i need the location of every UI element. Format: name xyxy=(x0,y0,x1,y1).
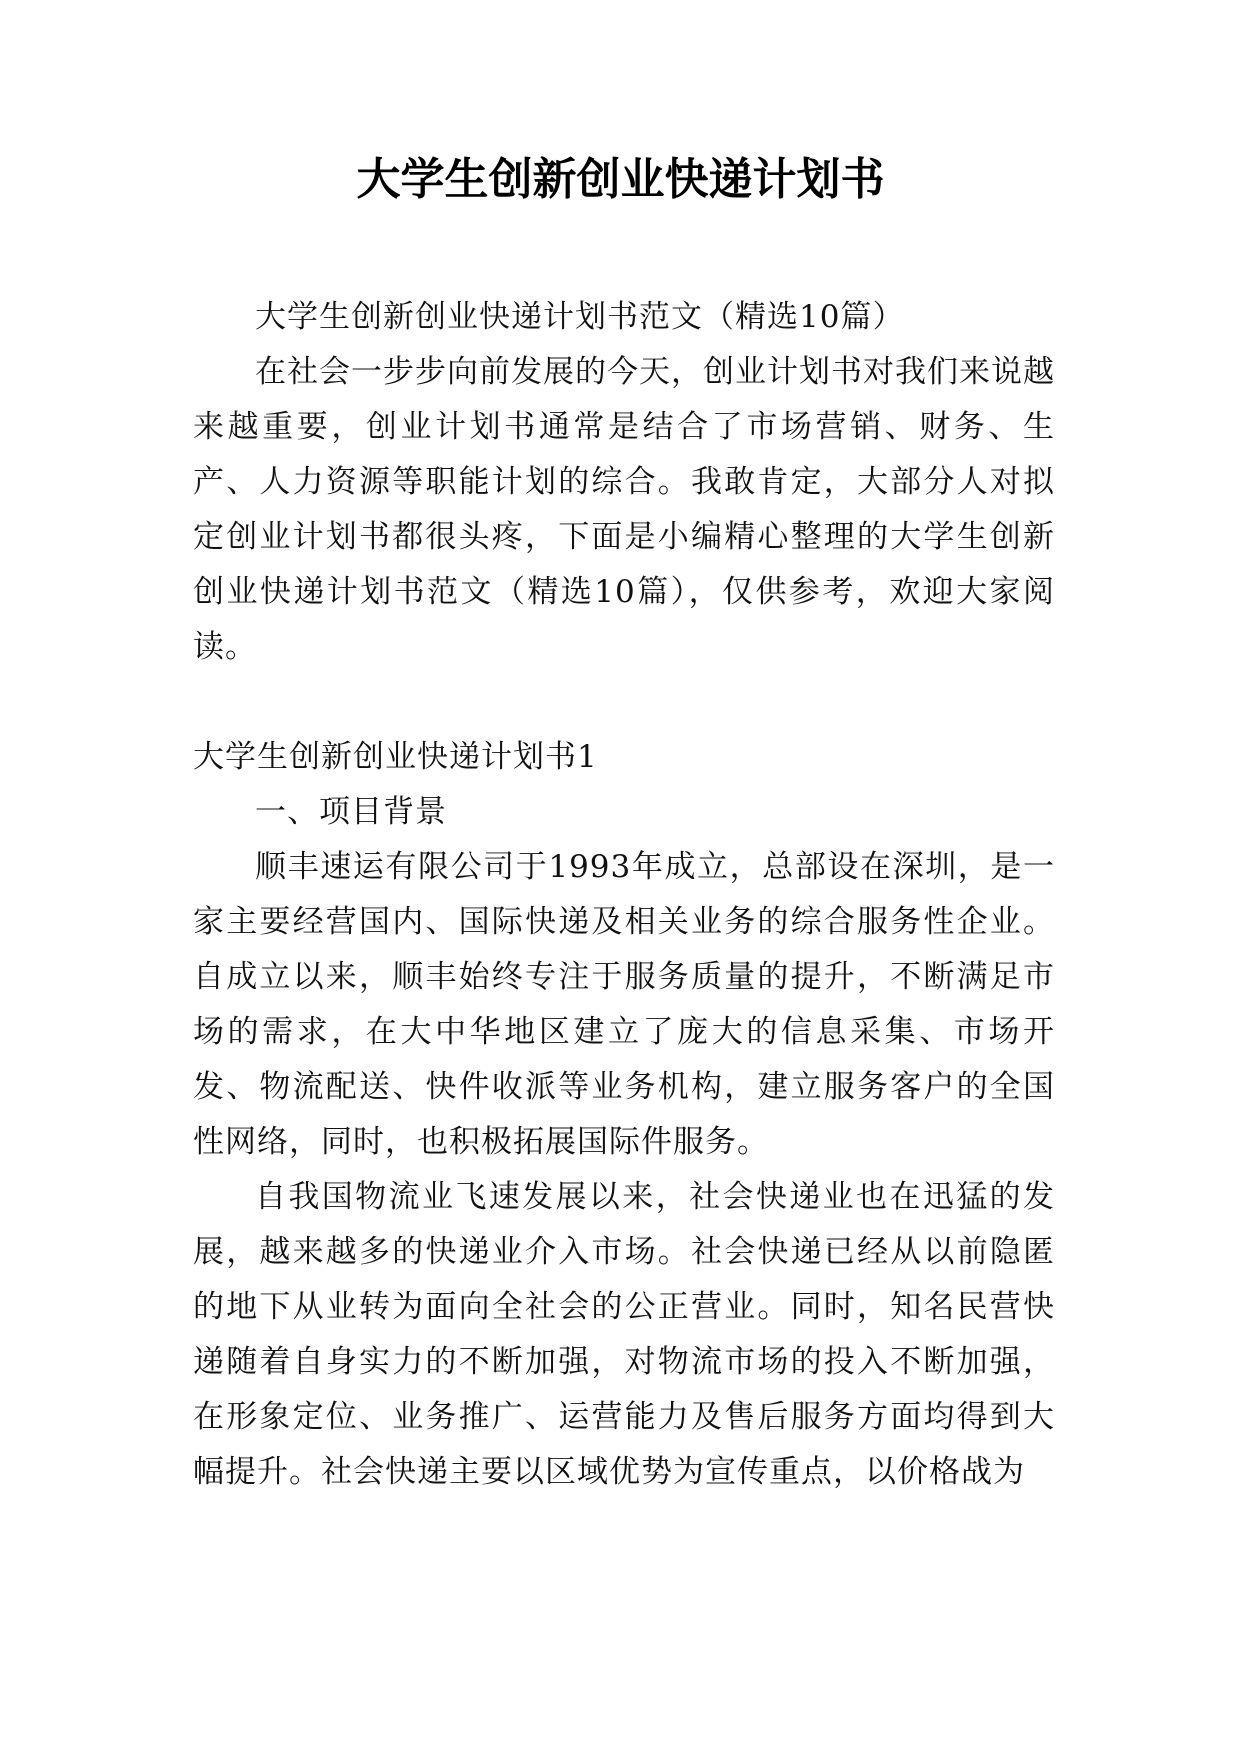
section-heading: 大学生创新创业快递计划书1 xyxy=(193,739,598,775)
body-paragraph-1: 顺丰速运有限公司于1993年成立，总部设在深圳，是一家主要经营国内、国际快递及相关业务的综合服务性企业。自成立以来，顺丰始终专注于服务质量的提升，不断满足市场的需求，在大中华地区建立了庞大的信息采集、市场开发、物流配送、快件收派等业务机构，建立服务客户的全国性网络，同时，也积极拓展国际件服务。 xyxy=(193,849,1055,1160)
intro-paragraph: 在社会一步步向前发展的今天，创业计划书对我们来说越来越重要，创业计划书通常是结合了市场营销、财务、生产、人力资源等职能计划的综合。我敢肯定，大部分人对拟定创业计划书都很头疼，下面是小编精心整理的大学生创新创业快递计划书范文（精选10篇），仅供参考，欢迎大家阅读。 xyxy=(193,354,1055,665)
document-title: 大学生创新创业快递计划书 xyxy=(356,154,885,205)
document-subtitle: 大学生创新创业快递计划书范文（精选10篇） xyxy=(255,299,905,335)
section-subheading: 一、项目背景 xyxy=(255,794,447,830)
document-body xyxy=(193,290,1055,1500)
body-paragraph-2: 自我国物流业飞速发展以来，社会快递业也在迅猛的发展，越来越多的快递业介入市场。社会快递已经从以前隐匿的地下从业转为面向全社会的公正营业。同时，知名民营快递随着自身实力的不断加强，对物流市场的投入不断加强，在形象定位、业务推广、运营能力及售后服务方面均得到大幅提升。社会快递主要以区域优势为宣传重点，以价格战为 xyxy=(193,1179,1055,1490)
